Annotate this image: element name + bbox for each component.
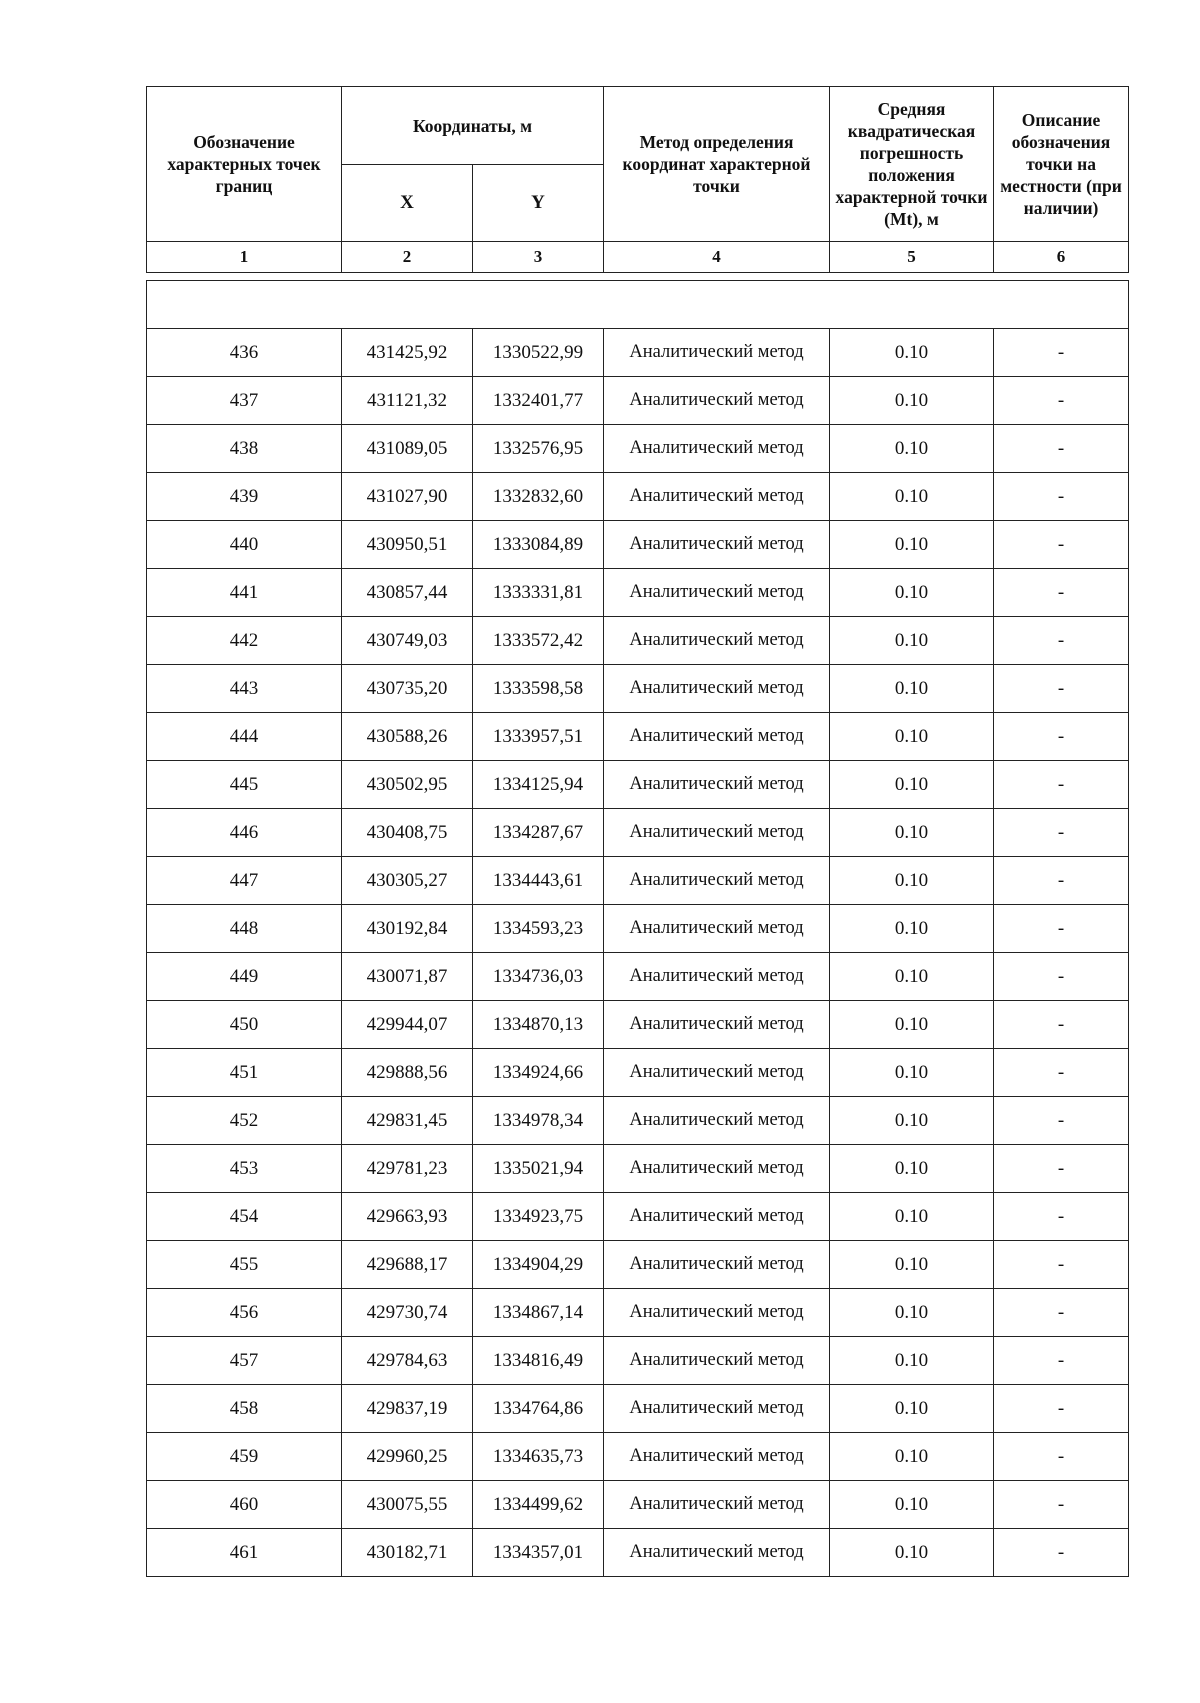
point-id-cell: 444 (147, 713, 342, 761)
x-coordinate-cell: 430305,27 (342, 857, 473, 905)
boundary-points-table (146, 86, 1129, 1577)
description-cell: - (994, 761, 1129, 809)
description-cell: - (994, 1289, 1129, 1337)
table-row (147, 1433, 1129, 1481)
point-id-cell: 438 (147, 425, 342, 473)
x-coordinate-cell: 431027,90 (342, 473, 473, 521)
table-row (147, 377, 1129, 425)
method-cell: Аналитический метод (604, 1433, 830, 1481)
error-value-cell: 0.10 (830, 1289, 994, 1337)
point-id-cell: 441 (147, 569, 342, 617)
header-row-1 (147, 87, 1129, 165)
table-body (147, 329, 1129, 1577)
separator-gap (147, 273, 1129, 281)
method-cell: Аналитический метод (604, 1097, 830, 1145)
y-coordinate-cell: 1334867,14 (473, 1289, 604, 1337)
method-cell: Аналитический метод (604, 1337, 830, 1385)
description-cell: - (994, 1049, 1129, 1097)
x-coordinate-cell: 431121,32 (342, 377, 473, 425)
y-coordinate-cell: 1334125,94 (473, 761, 604, 809)
y-coordinate-cell: 1334924,66 (473, 1049, 604, 1097)
error-value-cell: 0.10 (830, 761, 994, 809)
point-id-cell: 459 (147, 1433, 342, 1481)
point-id-cell: 460 (147, 1481, 342, 1529)
point-id-cell: 461 (147, 1529, 342, 1577)
error-value-cell: 0.10 (830, 1481, 994, 1529)
y-coordinate-cell: 1334443,61 (473, 857, 604, 905)
y-coordinate-cell: 1334635,73 (473, 1433, 604, 1481)
error-value-cell: 0.10 (830, 473, 994, 521)
error-value-cell: 0.10 (830, 1385, 994, 1433)
description-cell: - (994, 1193, 1129, 1241)
table-row (147, 953, 1129, 1001)
error-value-cell: 0.10 (830, 425, 994, 473)
point-id-cell: 449 (147, 953, 342, 1001)
x-coordinate-cell: 430735,20 (342, 665, 473, 713)
method-cell: Аналитический метод (604, 1481, 830, 1529)
y-coordinate-cell: 1330522,99 (473, 329, 604, 377)
header-mean-square-error: Средняя квадратическая погрешность положения характерной точки (Mt), м (830, 87, 994, 242)
table-row (147, 1193, 1129, 1241)
table-row (147, 1145, 1129, 1193)
point-id-cell: 456 (147, 1289, 342, 1337)
y-coordinate-cell: 1333084,89 (473, 521, 604, 569)
x-coordinate-cell: 429663,93 (342, 1193, 473, 1241)
error-value-cell: 0.10 (830, 1529, 994, 1577)
point-id-cell: 457 (147, 1337, 342, 1385)
description-cell: - (994, 665, 1129, 713)
error-value-cell: 0.10 (830, 1049, 994, 1097)
table-row (147, 521, 1129, 569)
table-row (147, 761, 1129, 809)
table-row (147, 329, 1129, 377)
table-row (147, 1481, 1129, 1529)
x-coordinate-cell: 431089,05 (342, 425, 473, 473)
y-coordinate-cell: 1334593,23 (473, 905, 604, 953)
x-coordinate-cell: 430071,87 (342, 953, 473, 1001)
method-cell: Аналитический метод (604, 569, 830, 617)
description-cell: - (994, 1529, 1129, 1577)
method-cell: Аналитический метод (604, 377, 830, 425)
point-id-cell: 447 (147, 857, 342, 905)
table-row (147, 713, 1129, 761)
method-cell: Аналитический метод (604, 617, 830, 665)
x-coordinate-cell: 429837,19 (342, 1385, 473, 1433)
table-row (147, 1097, 1129, 1145)
y-coordinate-cell: 1334287,67 (473, 809, 604, 857)
error-value-cell: 0.10 (830, 1433, 994, 1481)
y-coordinate-cell: 1333331,81 (473, 569, 604, 617)
table-row (147, 905, 1129, 953)
y-coordinate-cell: 1334904,29 (473, 1241, 604, 1289)
y-coordinate-cell: 1334923,75 (473, 1193, 604, 1241)
method-cell: Аналитический метод (604, 1001, 830, 1049)
y-coordinate-cell: 1334764,86 (473, 1385, 604, 1433)
description-cell: - (994, 425, 1129, 473)
method-cell: Аналитический метод (604, 713, 830, 761)
x-coordinate-cell: 429784,63 (342, 1337, 473, 1385)
method-cell: Аналитический метод (604, 425, 830, 473)
error-value-cell: 0.10 (830, 1337, 994, 1385)
table-header (147, 87, 1129, 329)
method-cell: Аналитический метод (604, 1529, 830, 1577)
method-cell: Аналитический метод (604, 473, 830, 521)
method-cell: Аналитический метод (604, 329, 830, 377)
point-id-cell: 458 (147, 1385, 342, 1433)
column-number: 6 (994, 242, 1129, 273)
description-cell: - (994, 521, 1129, 569)
error-value-cell: 0.10 (830, 617, 994, 665)
y-coordinate-cell: 1334736,03 (473, 953, 604, 1001)
y-coordinate-cell: 1333957,51 (473, 713, 604, 761)
error-value-cell: 0.10 (830, 1145, 994, 1193)
description-cell: - (994, 1001, 1129, 1049)
point-id-cell: 453 (147, 1145, 342, 1193)
y-coordinate-cell: 1333572,42 (473, 617, 604, 665)
point-id-cell: 450 (147, 1001, 342, 1049)
header-x: X (342, 165, 473, 242)
blank-row (147, 281, 1129, 329)
description-cell: - (994, 569, 1129, 617)
error-value-cell: 0.10 (830, 1193, 994, 1241)
y-coordinate-cell: 1332832,60 (473, 473, 604, 521)
description-cell: - (994, 1097, 1129, 1145)
method-cell: Аналитический метод (604, 665, 830, 713)
point-id-cell: 436 (147, 329, 342, 377)
point-id-cell: 452 (147, 1097, 342, 1145)
description-cell: - (994, 857, 1129, 905)
x-coordinate-cell: 430075,55 (342, 1481, 473, 1529)
error-value-cell: 0.10 (830, 953, 994, 1001)
y-coordinate-cell: 1334499,62 (473, 1481, 604, 1529)
error-value-cell: 0.10 (830, 905, 994, 953)
table-row (147, 1241, 1129, 1289)
error-value-cell: 0.10 (830, 329, 994, 377)
table-row (147, 1385, 1129, 1433)
method-cell: Аналитический метод (604, 1385, 830, 1433)
x-coordinate-cell: 429781,23 (342, 1145, 473, 1193)
y-coordinate-cell: 1334870,13 (473, 1001, 604, 1049)
description-cell: - (994, 1337, 1129, 1385)
y-coordinate-cell: 1333598,58 (473, 665, 604, 713)
description-cell: - (994, 473, 1129, 521)
point-id-cell: 442 (147, 617, 342, 665)
x-coordinate-cell: 429831,45 (342, 1097, 473, 1145)
x-coordinate-cell: 430950,51 (342, 521, 473, 569)
description-cell: - (994, 617, 1129, 665)
description-cell: - (994, 377, 1129, 425)
table-row (147, 1529, 1129, 1577)
error-value-cell: 0.10 (830, 569, 994, 617)
y-coordinate-cell: 1334978,34 (473, 1097, 604, 1145)
header-description: Описание обозначения точки на местности (при наличии) (994, 87, 1129, 242)
column-number: 3 (473, 242, 604, 273)
point-id-cell: 443 (147, 665, 342, 713)
table-row (147, 1049, 1129, 1097)
description-cell: - (994, 1241, 1129, 1289)
method-cell: Аналитический метод (604, 1241, 830, 1289)
point-id-cell: 437 (147, 377, 342, 425)
separator-cell (147, 273, 1129, 281)
error-value-cell: 0.10 (830, 665, 994, 713)
description-cell: - (994, 713, 1129, 761)
method-cell: Аналитический метод (604, 521, 830, 569)
table-row (147, 569, 1129, 617)
column-numbers-row (147, 242, 1129, 273)
error-value-cell: 0.10 (830, 377, 994, 425)
error-value-cell: 0.10 (830, 521, 994, 569)
column-number: 5 (830, 242, 994, 273)
table-row (147, 1001, 1129, 1049)
description-cell: - (994, 1145, 1129, 1193)
description-cell: - (994, 329, 1129, 377)
method-cell: Аналитический метод (604, 761, 830, 809)
column-number: 4 (604, 242, 830, 273)
header-point-designation: Обозначение характерных точек границ (147, 87, 342, 242)
point-id-cell: 455 (147, 1241, 342, 1289)
column-number: 2 (342, 242, 473, 273)
method-cell: Аналитический метод (604, 953, 830, 1001)
point-id-cell: 440 (147, 521, 342, 569)
x-coordinate-cell: 430749,03 (342, 617, 473, 665)
table-row (147, 617, 1129, 665)
table-row (147, 425, 1129, 473)
x-coordinate-cell: 430588,26 (342, 713, 473, 761)
point-id-cell: 454 (147, 1193, 342, 1241)
x-coordinate-cell: 430408,75 (342, 809, 473, 857)
x-coordinate-cell: 429960,25 (342, 1433, 473, 1481)
method-cell: Аналитический метод (604, 857, 830, 905)
y-coordinate-cell: 1332576,95 (473, 425, 604, 473)
y-coordinate-cell: 1334357,01 (473, 1529, 604, 1577)
method-cell: Аналитический метод (604, 1289, 830, 1337)
x-coordinate-cell: 429944,07 (342, 1001, 473, 1049)
blank-cell (147, 281, 1129, 329)
x-coordinate-cell: 430857,44 (342, 569, 473, 617)
method-cell: Аналитический метод (604, 809, 830, 857)
x-coordinate-cell: 429730,74 (342, 1289, 473, 1337)
method-cell: Аналитический метод (604, 1193, 830, 1241)
table-row (147, 1289, 1129, 1337)
method-cell: Аналитический метод (604, 1049, 830, 1097)
x-coordinate-cell: 430182,71 (342, 1529, 473, 1577)
point-id-cell: 446 (147, 809, 342, 857)
description-cell: - (994, 1433, 1129, 1481)
point-id-cell: 451 (147, 1049, 342, 1097)
error-value-cell: 0.10 (830, 1097, 994, 1145)
error-value-cell: 0.10 (830, 809, 994, 857)
table-row (147, 473, 1129, 521)
point-id-cell: 445 (147, 761, 342, 809)
description-cell: - (994, 1385, 1129, 1433)
y-coordinate-cell: 1334816,49 (473, 1337, 604, 1385)
table-row (147, 809, 1129, 857)
x-coordinate-cell: 429688,17 (342, 1241, 473, 1289)
table-row (147, 857, 1129, 905)
x-coordinate-cell: 430502,95 (342, 761, 473, 809)
method-cell: Аналитический метод (604, 905, 830, 953)
x-coordinate-cell: 429888,56 (342, 1049, 473, 1097)
column-number: 1 (147, 242, 342, 273)
error-value-cell: 0.10 (830, 1241, 994, 1289)
error-value-cell: 0.10 (830, 1001, 994, 1049)
method-cell: Аналитический метод (604, 1145, 830, 1193)
point-id-cell: 448 (147, 905, 342, 953)
y-coordinate-cell: 1332401,77 (473, 377, 604, 425)
table-row (147, 1337, 1129, 1385)
header-y: Y (473, 165, 604, 242)
error-value-cell: 0.10 (830, 857, 994, 905)
table-row (147, 665, 1129, 713)
x-coordinate-cell: 431425,92 (342, 329, 473, 377)
point-id-cell: 439 (147, 473, 342, 521)
x-coordinate-cell: 430192,84 (342, 905, 473, 953)
error-value-cell: 0.10 (830, 713, 994, 761)
header-method: Метод определения координат характерной точки (604, 87, 830, 242)
description-cell: - (994, 905, 1129, 953)
description-cell: - (994, 809, 1129, 857)
description-cell: - (994, 953, 1129, 1001)
header-coordinates: Координаты, м (342, 87, 604, 165)
y-coordinate-cell: 1335021,94 (473, 1145, 604, 1193)
description-cell: - (994, 1481, 1129, 1529)
